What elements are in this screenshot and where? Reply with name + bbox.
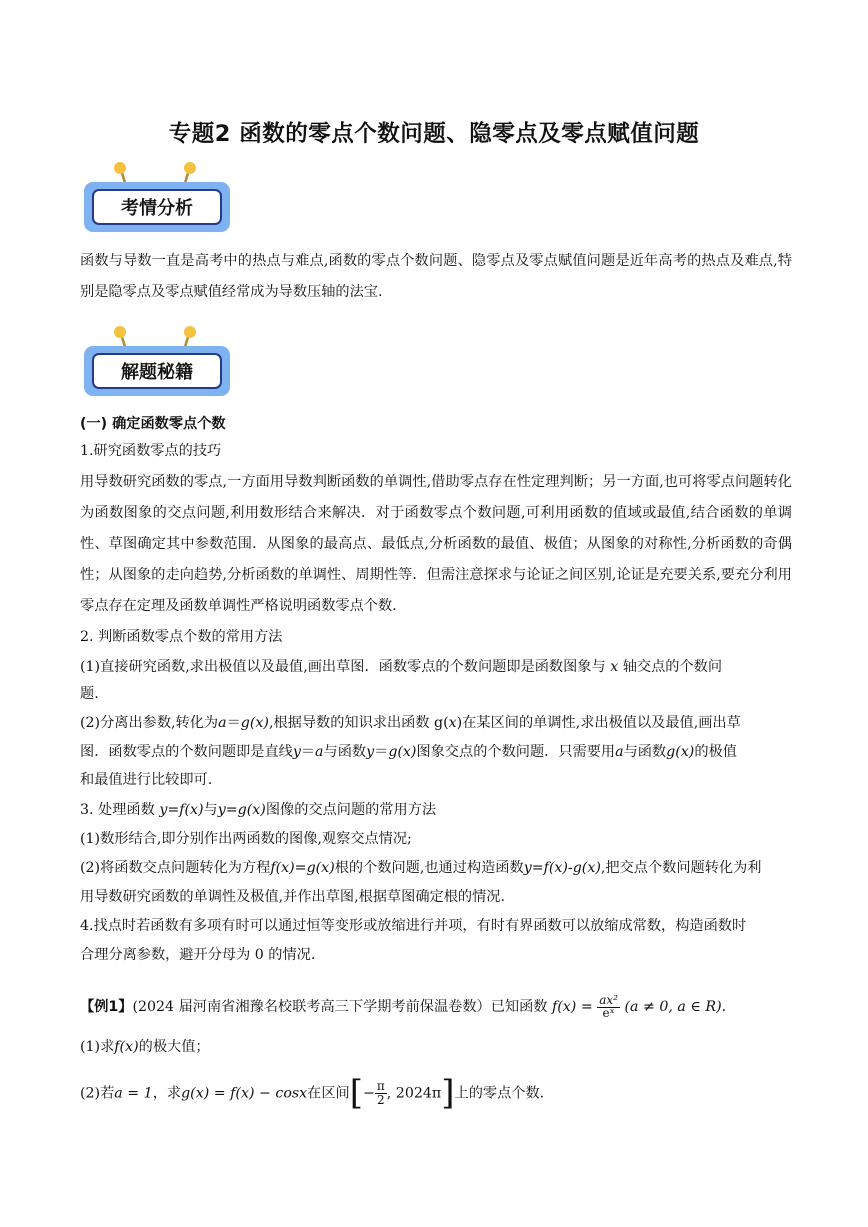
math-var: x: [448, 715, 457, 731]
subheading-3: [80, 795, 792, 826]
method-3-1: (1)数形结合,即分别作出两函数的图像,观察交点情况;: [80, 831, 412, 847]
text: (2)分离出参数,转化为: [80, 715, 219, 731]
text: (2024 届河南省湘豫名校联考高三下学期考前保温卷数）已知函数: [132, 999, 548, 1015]
method-3-2-line2: 用导数研究函数的单调性及极值,并作出草图,根据草图确定根的情况.: [80, 889, 505, 905]
math-expr: f(x)=g(x): [270, 860, 335, 876]
badge-label: 考情分析: [92, 189, 222, 225]
numerator: π: [376, 1079, 385, 1093]
text: ,根据导数的知识求出函数 g(: [268, 715, 449, 731]
text: ,把交点个数问题转化为利: [600, 860, 762, 876]
text: 轴交点的个数问: [622, 659, 723, 675]
text: 图．函数零点的个数问题即是直线: [80, 744, 293, 760]
tip-4-line2: 合理分离参数，避开分母为 0 的情况.: [80, 947, 316, 963]
text: ＝: [226, 715, 241, 731]
badge-label: 解题秘籍: [92, 353, 222, 389]
text: 图象交点的个数问题．只需要用: [416, 744, 616, 760]
page-title: 专题2 函数的零点个数问题、隐零点及零点赋值问题: [168, 121, 700, 147]
math-expr: , 2024π: [386, 1085, 442, 1102]
math-var: y: [292, 744, 301, 760]
text: )在某区间的单调性,求出极值以及最值,画出草: [456, 715, 741, 731]
text: 图像的交点问题的常用方法: [265, 802, 437, 818]
math-expr: g(x) = f(x) − cosx: [181, 1085, 308, 1102]
text: 与: [203, 802, 218, 818]
math-expr: g(x): [388, 744, 417, 760]
question-2: (2)若a = 1，求g(x) = f(x) − cosx在区间[− $\frac{\pi}{2}$ , 2024π]上的零点个数.: [80, 1073, 545, 1113]
math-expr: g(x): [666, 744, 695, 760]
text: .: [721, 999, 727, 1015]
text: (2)若: [80, 1085, 115, 1102]
text: −: [363, 1085, 375, 1102]
method-2-line1: [80, 708, 792, 739]
section-badge-techniques: [84, 346, 230, 404]
denominator: eˣ: [602, 1006, 615, 1020]
math-var: a: [315, 744, 324, 760]
fraction: [597, 994, 620, 1020]
method-3-2-line1: [80, 853, 792, 884]
text: 的极大值；: [138, 1039, 210, 1055]
text: 根的个数问题,也通过构造函数: [334, 860, 524, 876]
math-var: x: [610, 659, 619, 675]
paragraph-techniques: 用导数研究函数的零点,一方面用导数判断函数的单调性,借助零点存在性定理判断；另一方面,也可将零点问题转化为函数图象的交点问题,利用数形结合来解决．对于函数零点个数问题,可利用函数的值域或最值,结合函数的单调性、草图确定其中参数范围．从图象的最高点、最低点,分析函数的最值、极值；从图象的对称性,分析函数的奇偶性；从图象的走向趋势,分析函数的单调性、周期性等．但需注意探求与论证之间区别,论证是充要关系,要充分利用零点存在定理及函数单调性严格说明函数零点个数.: [80, 474, 792, 614]
subheading-2: 2. 判断函数零点个数的常用方法: [80, 629, 283, 645]
text: ＝: [374, 744, 389, 760]
math-expr: (a ≠ 0, a ∈ R): [624, 999, 722, 1015]
math-expr: a = 1: [114, 1085, 153, 1102]
text: 上的零点个数.: [454, 1085, 545, 1102]
method-1-line2: 题.: [80, 686, 99, 702]
example-label: 【例1】: [80, 999, 133, 1015]
text: (2)将函数交点问题转化为方程: [80, 860, 271, 876]
numerator: ax²: [599, 993, 618, 1007]
intro-paragraph: 函数与导数一直是高考中的热点与难点,函数的零点个数问题、隐零点及零点赋值问题是近年高考的热点及难点,特别是隐零点及零点赋值经常成为导数压轴的法宝.: [80, 253, 792, 300]
method-2-line3: 和最值进行比较即可.: [80, 772, 213, 788]
question-1: [80, 1032, 792, 1063]
math-var: a: [615, 744, 624, 760]
math-expr: f(x): [114, 1039, 139, 1055]
text: (1)求: [80, 1039, 115, 1055]
text: 的极值: [694, 744, 737, 760]
math-expr: y=f(x): [159, 802, 204, 818]
tip-4-line1: 4.找点时若函数有多项有时可以通过恒等变形或放缩进行并项，有时有界函数可以放缩成常数，构造函数时: [80, 918, 747, 934]
math-var: a: [218, 715, 227, 731]
text: 在区间: [307, 1085, 350, 1102]
text: ＝: [300, 744, 316, 760]
text: 3. 处理函数: [80, 802, 155, 818]
math-expr: g(x): [240, 715, 269, 731]
text: ，求: [152, 1085, 182, 1102]
math-expr: y=f(x)-g(x): [523, 860, 601, 876]
math-var: y: [366, 744, 375, 760]
text: 与函数: [323, 744, 367, 760]
section-heading: (一) 确定函数零点个数: [80, 416, 226, 432]
text: 与函数: [623, 744, 667, 760]
section-badge-analysis: [84, 182, 230, 240]
subheading-1: 1.研究函数零点的技巧: [80, 443, 222, 459]
math-expr: y=g(x): [217, 802, 266, 818]
method-2-line2: [80, 737, 792, 768]
text: (1)直接研究函数,求出极值以及最值,画出草图．函数零点的个数问题即是函数图象与: [80, 659, 606, 675]
fraction: [375, 1080, 387, 1107]
denominator: 2: [377, 1093, 385, 1107]
example-statement: [80, 992, 792, 1023]
math-expr: f(x) =: [551, 999, 593, 1015]
